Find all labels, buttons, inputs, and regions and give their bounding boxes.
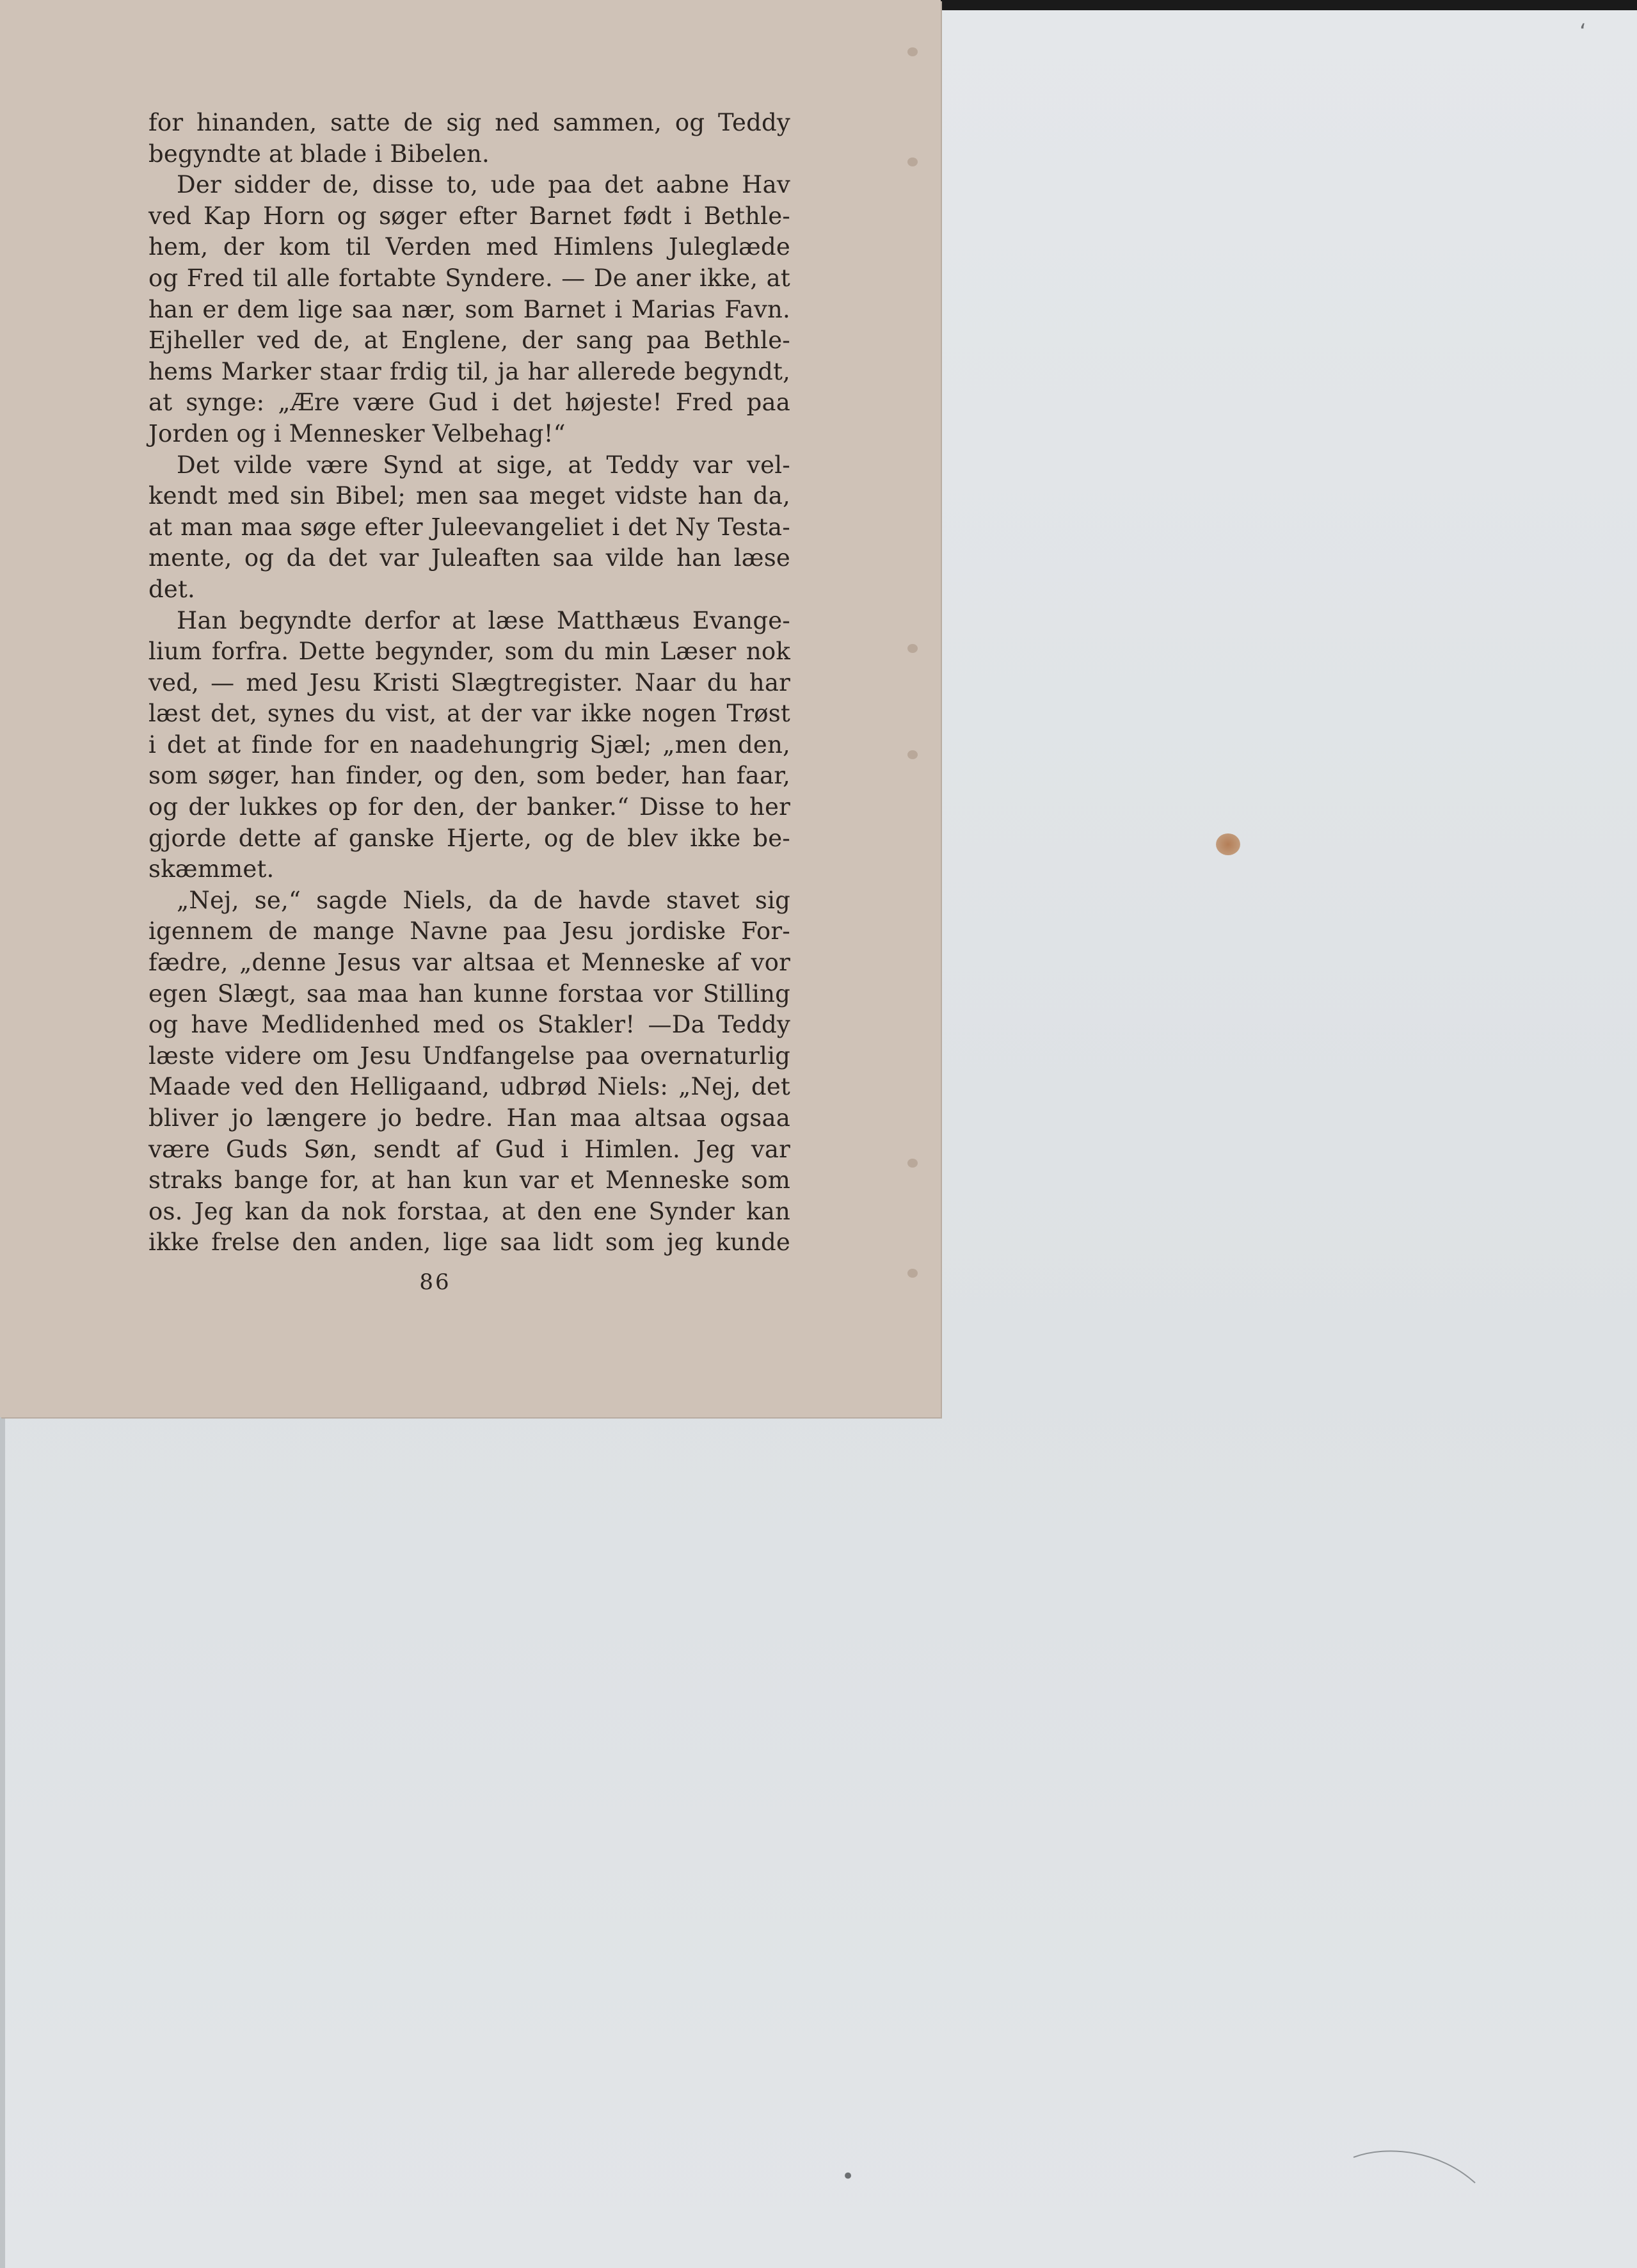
dust-speck: • <box>842 2164 855 2189</box>
binding-hole-mark <box>907 1269 918 1278</box>
book-page <box>0 0 941 1417</box>
text-line: lium forfra. Dette begynder, som du min Læser nok <box>148 638 790 666</box>
page-number: 86 <box>419 1269 451 1295</box>
text-line: læste videre om Jesu Undfangelse paa overnaturlig <box>148 1042 790 1070</box>
text-line: ved, — med Jesu Kristi Slægtregister. Naar du har <box>148 668 790 696</box>
text-line: og Fred til alle fortabte Syndere. — De aner ikke, at <box>148 264 790 292</box>
binding-hole-mark <box>907 47 918 56</box>
text-line: Der sidder de, disse to, ude paa det aabne Hav <box>177 171 790 199</box>
text-line: mente, og da det var Juleaften saa vilde han læse <box>148 544 790 572</box>
text-line: Maade ved den Helligaand, udbrød Niels: „Nej, det <box>148 1073 790 1101</box>
binding-hole-mark <box>907 644 918 653</box>
scanner-glass-edge <box>0 1417 5 2268</box>
text-line: være Guds Søn, sendt af Gud i Himlen. Jeg var <box>148 1135 790 1163</box>
binding-hole-mark <box>907 157 918 166</box>
text-line: han er dem lige saa nær, som Barnet i Marias Favn. <box>148 295 790 323</box>
text-line: Jorden og i Mennesker Velbehag!“ <box>148 419 566 447</box>
text-line: ved Kap Horn og søger efter Barnet født i Bethle- <box>148 202 790 230</box>
text-line: hems Marker staar frdig til, ja har allerede begyndt, <box>148 357 790 385</box>
page-body-text <box>148 108 790 1259</box>
text-line: os. Jeg kan da nok forstaa, at den ene Synder kan <box>148 1197 790 1225</box>
text-line: hem, der kom til Verden med Himlens Juleglæde <box>148 233 790 261</box>
binding-hole-mark <box>907 750 918 759</box>
text-line: bliver jo længere jo bedre. Han maa altsaa ogsaa <box>148 1104 790 1132</box>
text-line: skæmmet. <box>148 855 275 883</box>
text-line: som søger, han finder, og den, som beder, han faar, <box>148 762 790 790</box>
text-line: begyndte at blade i Bibelen. <box>148 140 490 168</box>
ink-stain <box>1216 833 1240 855</box>
text-line: i det at finde for en naadehungrig Sjæl; „men den, <box>148 730 790 759</box>
text-line: og have Medlidenhed med os Stakler! —Da Teddy <box>148 1011 790 1039</box>
text-line: læst det, synes du vist, at der var ikke nogen Trøst <box>148 700 790 728</box>
dust-speck: ‘ <box>1579 19 1586 45</box>
text-line: Det vilde være Synd at sige, at Teddy var vel- <box>177 451 790 479</box>
binding-hole-mark <box>907 1159 918 1168</box>
text-line: igennem de mange Navne paa Jesu jordiske For- <box>148 917 790 945</box>
text-line: ikke frelse den anden, lige saa lidt som jeg kunde <box>148 1228 790 1257</box>
scratch-mark <box>1350 2138 1478 2202</box>
text-line: egen Slægt, saa maa han kunne forstaa vor Stilling <box>148 979 790 1008</box>
text-line: gjorde dette af ganske Hjerte, og de blev ikke be- <box>148 824 790 852</box>
text-line: kendt med sin Bibel; men saa meget vidste han da, <box>148 482 790 510</box>
text-line: at synge: „Ære være Gud i det højeste! Fred paa <box>148 389 790 417</box>
text-line: at man maa søge efter Juleevangeliet i det Ny Testa- <box>148 513 790 541</box>
text-line: Ejheller ved de, at Englene, der sang paa Bethle- <box>148 326 790 355</box>
text-line: og der lukkes op for den, der banker.“ Disse to her <box>148 793 790 821</box>
text-line: straks bange for, at han kun var et Menneske som <box>148 1166 790 1194</box>
text-line: „Nej, se,“ sagde Niels, da de havde stavet sig <box>177 886 790 914</box>
text-line: Han begyndte derfor at læse Matthæus Evange- <box>177 606 790 634</box>
text-line: for hinanden, satte de sig ned sammen, og Teddy <box>148 109 790 136</box>
text-line: fædre, „denne Jesus var altsaa et Menneske af vor <box>148 949 790 977</box>
text-line: det. <box>148 575 196 603</box>
scanner-lid-edge <box>941 0 1637 10</box>
